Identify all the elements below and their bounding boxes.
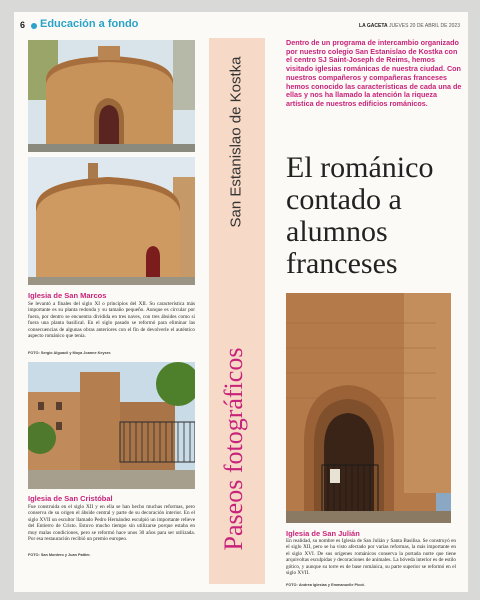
credit-names: Sergio Alguacil y Moya Joanne Keyser. <box>40 351 112 355</box>
san-julian-title: Iglesia de San Julián <box>286 529 360 538</box>
school-name-vertical: San Estanislao de Kostka <box>227 56 245 228</box>
san-cristobal-photo <box>28 362 195 489</box>
san-cristobal-title: Iglesia de San Cristóbal <box>28 494 113 503</box>
issue-date: JUEVES 20 DE ABRIL DE 2023 <box>389 23 460 29</box>
newspaper-page <box>14 12 468 592</box>
masthead-info <box>359 23 460 29</box>
san-julian-photo <box>286 293 451 523</box>
san-marcos-title: Iglesia de San Marcos <box>28 291 107 300</box>
series-title-vertical: Paseos fotográficos <box>219 347 248 551</box>
san-julian-credit <box>286 583 365 587</box>
san-cristobal-body: Fue construida en el siglo XII y en ella se han hecho muchas reformas, pero conserva de su origen el ábside central y parte de su decoración interior. En el siglo XVII un escultor llamado Pedro Hernández esculpió un importante relieve del Entierro de Cristo. Estuvo mucho tiempo sin utilizarse porque estaba en muy malas condiciones, pero se reformó hace unos 30 años para ser utilizada. Por esa restauración recibió un premio europeo. <box>28 504 195 543</box>
san-marcos-credit <box>28 351 111 355</box>
credit-label: FOTO: <box>28 351 40 355</box>
san-cristobal-credit <box>28 553 91 557</box>
article-intro: Dentro de un programa de intercambio organizado por nuestro colegio San Estanislao de Kostka con el centro SJ Saint-Joseph de Reims, hemos visitado iglesias románicas de nuestra ciudad. Con nuestros compañeros y compañeras franceses hemos conocido las características de cada una de ellas y nos ha llamado la atención la riqueza artística de nuestros edificios románicos. <box>286 38 462 108</box>
publication-name: LA GACETA <box>359 23 388 29</box>
credit-names: Andrea Iglesias y Emmanuelle Picot. <box>298 583 365 587</box>
article-headline: El románico contado a alumnos franceses <box>286 151 434 280</box>
san-marcos-photo-bottom <box>28 157 195 285</box>
section-title: Educación a fondo <box>40 18 139 30</box>
credit-label: FOTO: <box>28 553 40 557</box>
page-header <box>14 12 468 34</box>
san-julian-body: En realidad, su nombre es Iglesia de San Julián y Santa Basilisa. Se construyó en el siglo XII, pero se ha visto afectado por varias reformas, la más importante en el siglo XVI. De sus orígenes románicos conserva la portada norte que tiene arquivoltas esculpidas y decoraciones de animales. La bóveda interior es de estilo gótico, y aunque su torre es de base románica, su parte superior se reformó en el siglo XVII. <box>286 538 456 577</box>
credit-names: San Montero y Juan Pattier. <box>40 553 91 557</box>
san-marcos-body: Se levantó a finales del siglo XI o principios del XII. Su característica más importante es su planta redonda y su tamaño pequeño. Aunque es circular por fuera, por dentro se encuentra dividida en tres naves, con tres ábsides como si fuera una planta basilical. En el siglo pasado se reformó para eliminar las consecuencias de algunas obras anteriores con el fin de devolverle el auténtico aspecto románico que tenía. <box>28 301 195 340</box>
san-marcos-photo-top <box>28 40 195 152</box>
page-number: 6 <box>20 20 26 30</box>
credit-label: FOTO: <box>286 583 298 587</box>
section-bullet-icon <box>31 23 37 29</box>
